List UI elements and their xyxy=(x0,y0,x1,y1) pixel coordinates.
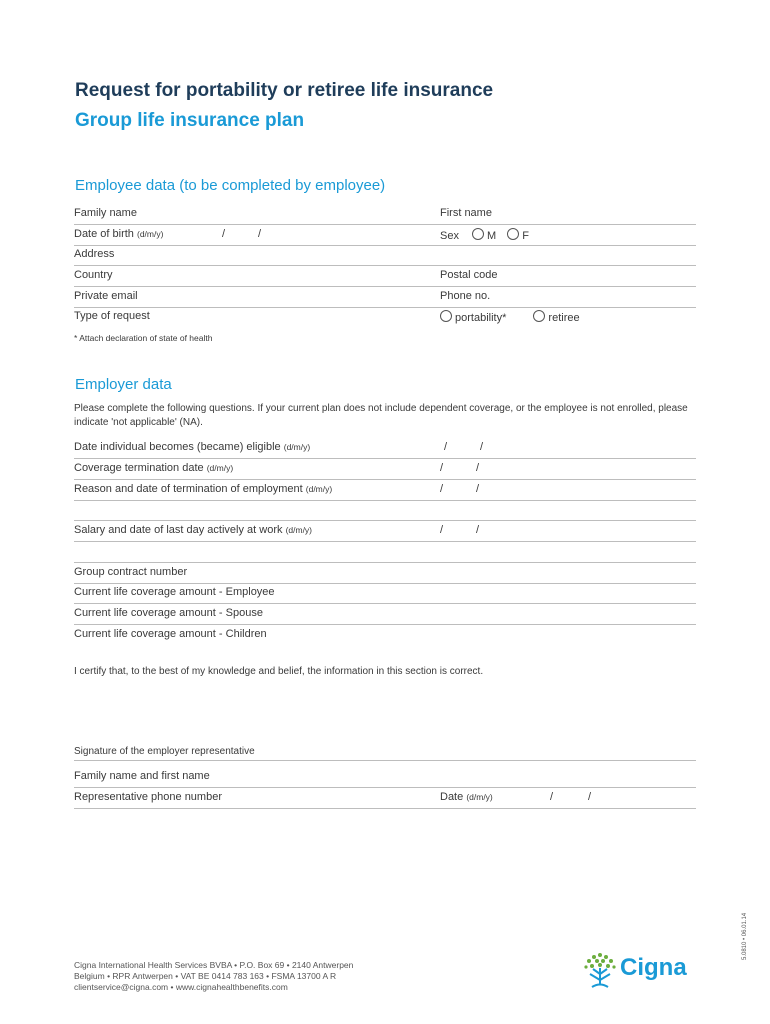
type-of-request-row xyxy=(74,307,696,327)
phone-label: Phone no. xyxy=(440,290,491,302)
employer-section-heading: Employer data xyxy=(75,376,172,393)
sex-m-label: M xyxy=(487,230,497,242)
email-row[interactable] xyxy=(74,287,696,308)
date-slash: / xyxy=(480,441,484,453)
family-first-name-row[interactable] xyxy=(74,767,696,788)
footer-line: Cigna International Health Services BVBA • P.O. Box 69 • 2140 Antwerpen xyxy=(74,960,354,970)
date-slash: / xyxy=(476,524,480,536)
date-slash: / xyxy=(440,524,444,536)
sex-field xyxy=(440,228,529,242)
sex-f-radio[interactable] xyxy=(507,228,519,240)
cigna-logo xyxy=(582,950,702,990)
date-slash: / xyxy=(550,791,554,803)
rep-phone-row[interactable] xyxy=(74,788,696,809)
postal-code-label: Postal code xyxy=(440,269,498,281)
form-reference: 5.0810 • 06.01.14 xyxy=(742,912,748,960)
coverage-children-label: Current life coverage amount - Children xyxy=(74,628,267,640)
address-row[interactable] xyxy=(74,245,696,266)
first-name-label: First name xyxy=(440,207,492,219)
coverage-spouse-row[interactable] xyxy=(74,604,696,625)
employer-intro: Please complete the following questions. If your current plan does not include dependent coverage, or the employee is not enrolled, please indicate 'not applicable' (NA). xyxy=(74,403,688,428)
portability-radio[interactable] xyxy=(440,310,452,322)
sex-m-radio[interactable] xyxy=(472,228,484,240)
certify-statement: I certify that, to the best of my knowledge and belief, the information in this section is correct. xyxy=(74,666,484,677)
eligible-row[interactable] xyxy=(74,438,696,459)
cigna-wordmark: Cigna xyxy=(620,954,687,981)
rep-phone-label: Representative phone number xyxy=(74,791,222,803)
sex-label: Sex xyxy=(440,230,459,242)
request-options xyxy=(440,310,580,324)
page-subtitle: Group life insurance plan xyxy=(75,110,305,131)
group-contract-row[interactable] xyxy=(74,563,696,584)
signature-line[interactable] xyxy=(74,760,696,761)
date-field-label: Date (d/m/y) xyxy=(440,791,493,803)
dob-label: Date of birth (d/m/y) xyxy=(74,228,164,240)
retiree-radio[interactable] xyxy=(533,310,545,322)
signature-label: Signature of the employer representative xyxy=(74,746,255,757)
date-slash: / xyxy=(476,462,480,474)
employee-section-heading: Employee data (to be completed by employee) xyxy=(75,177,386,194)
retiree-label: retiree xyxy=(548,312,580,324)
date-slash: / xyxy=(440,483,444,495)
dob-row[interactable] xyxy=(74,225,696,246)
tree-of-life-icon xyxy=(582,950,618,990)
footer-address xyxy=(74,960,353,993)
coverage-termination-row[interactable] xyxy=(74,459,696,480)
footnote: * Attach declaration of state of health xyxy=(74,333,213,343)
coverage-children-row[interactable] xyxy=(74,625,696,645)
portability-label: portability* xyxy=(455,312,507,324)
date-slash: / xyxy=(476,483,480,495)
coverage-employee-row[interactable] xyxy=(74,583,696,604)
blank-row[interactable] xyxy=(74,542,696,563)
family-name-row[interactable] xyxy=(74,204,696,225)
family-name-label: Family name xyxy=(74,207,137,219)
blank-row[interactable] xyxy=(74,500,696,521)
coverage-spouse-label: Current life coverage amount - Spouse xyxy=(74,607,263,619)
address-label: Address xyxy=(74,248,115,260)
salary-label: Salary and date of last day actively at work (d/m/y) xyxy=(74,524,313,536)
dob-slash: / xyxy=(222,228,226,240)
coverage-termination-label: Coverage termination date (d/m/y) xyxy=(74,462,234,474)
date-slash: / xyxy=(588,791,592,803)
termination-reason-row[interactable] xyxy=(74,480,696,501)
family-first-name-label: Family name and first name xyxy=(74,770,210,782)
country-row[interactable] xyxy=(74,266,696,287)
sex-f-label: F xyxy=(522,230,529,242)
country-label: Country xyxy=(74,269,113,281)
date-slash: / xyxy=(444,441,448,453)
footer-line: clientservice@cigna.com • www.cignahealthbenefits.com xyxy=(74,982,288,992)
date-slash: / xyxy=(440,462,444,474)
coverage-employee-label: Current life coverage amount - Employee xyxy=(74,586,275,598)
private-email-label: Private email xyxy=(74,290,138,302)
group-contract-label: Group contract number xyxy=(74,566,188,578)
page-title: Request for portability or retiree life insurance xyxy=(75,80,494,101)
footer-line: Belgium • RPR Antwerpen • VAT BE 0414 783 163 • FSMA 13700 A R xyxy=(74,971,337,981)
eligible-label: Date individual becomes (became) eligible (d/m/y) xyxy=(74,441,311,453)
dob-slash: / xyxy=(258,228,262,240)
dob-format: (d/m/y) xyxy=(136,229,164,239)
type-of-request-label: Type of request xyxy=(74,310,150,322)
termination-reason-label: Reason and date of termination of employment (d/m/y) xyxy=(74,483,333,495)
salary-row[interactable] xyxy=(74,521,696,542)
